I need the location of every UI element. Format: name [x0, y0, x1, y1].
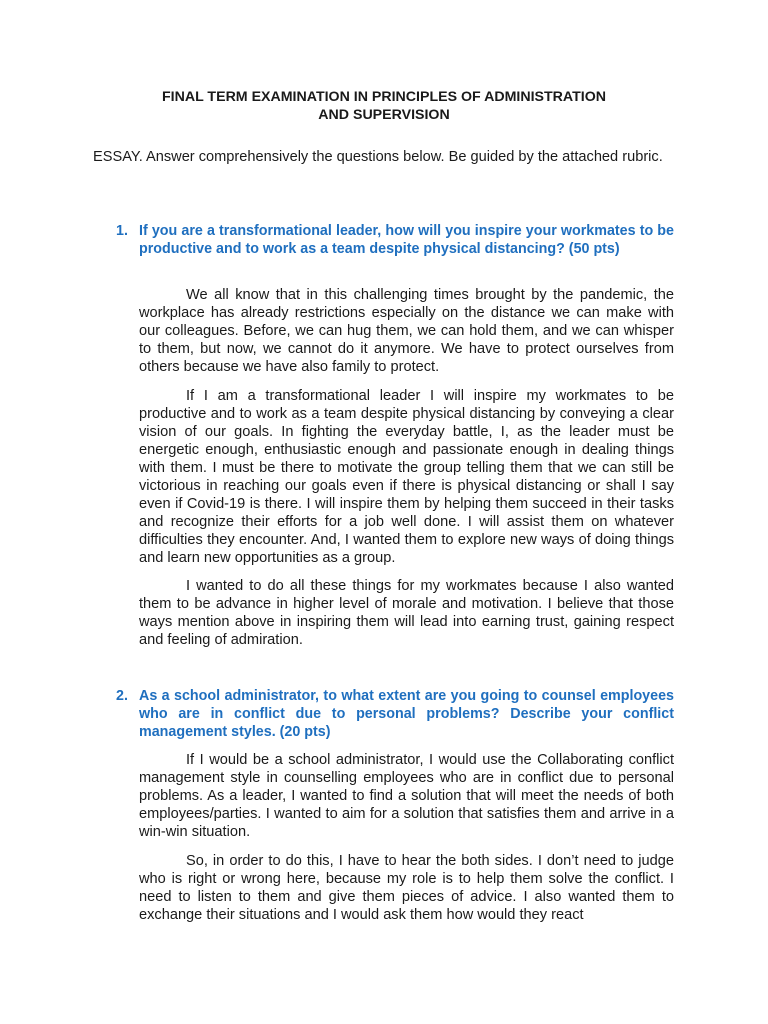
answer-1-paragraph-3: I wanted to do all these things for my workmates because I also wanted them to be advance in higher level of morale and motivation. I believe that those ways mention above in inspiring them will lead into earning trust, gaining respect and feeling of admiration. — [139, 578, 674, 648]
question-2-number: 2. — [116, 688, 128, 704]
answer-1-paragraph-2: If I am a transformational leader I will inspire my workmates to be productive and to work as a team despite physical distancing by conveying a clear vision of our goals. In fighting the everyday battle, I, as the leader must be energetic enough, enthusiastic enough and passionate enough in dealing things with them. I must be there to motivate the group telling them that we can still be victorious in reaching our goals even if there is physical distancing or shall I say even if Covid-19 is there. I will inspire them by helping them succeed in their tasks and recognize their efforts for a job well done. I will assist them on whatever difficulties they encounter. And, I wanted them to explore new ways of doing things and learn new opportunities as a group. — [139, 388, 674, 566]
answer-2-paragraph-1: If I would be a school administrator, I would use the Collaborating conflict management style in counselling employees who are in conflict due to personal problems. As a leader, I wanted to find a solution that will meet the needs of both employees/parties. I wanted to aim for a solution that satisfies them and arrive in a win-win situation. — [139, 752, 674, 840]
question-1-text: If you are a transformational leader, how will you inspire your workmates to be productive and to work as a team despite physical distancing? (50 pts) — [139, 223, 674, 257]
answer-1-paragraph-1: We all know that in this challenging times brought by the pandemic, the workplace has already restrictions especially on the distance we can make with our colleagues. Before, we can hug them, we can hold them, and we can whisper to them, but now, we cannot do it anymore. We have to protect ourselves from others because we have also family to protect. — [139, 287, 674, 375]
question-2 — [116, 687, 674, 741]
question-2-text: As a school administrator, to what extent are you going to counsel employees who are in conflict due to personal problems? Describe your conflict management styles. (20 pts) — [139, 688, 674, 740]
exam-title-line2: AND SUPERVISION — [318, 107, 450, 123]
essay-instructions: ESSAY. Answer comprehensively the questions below. Be guided by the attached rubric. — [93, 149, 663, 165]
question-1 — [116, 222, 674, 258]
exam-title-line1: FINAL TERM EXAMINATION IN PRINCIPLES OF ADMINISTRATION — [161, 89, 606, 105]
exam-title — [60, 88, 708, 124]
answer-2-paragraph-2: So, in order to do this, I have to hear the both sides. I don’t need to judge who is right or wrong here, because my role is to help them solve the conflict. I need to listen to them and give them pieces of advice. I also wanted them to exchange their situations and I would ask them how would they react — [139, 853, 674, 923]
question-1-number: 1. — [116, 223, 128, 239]
